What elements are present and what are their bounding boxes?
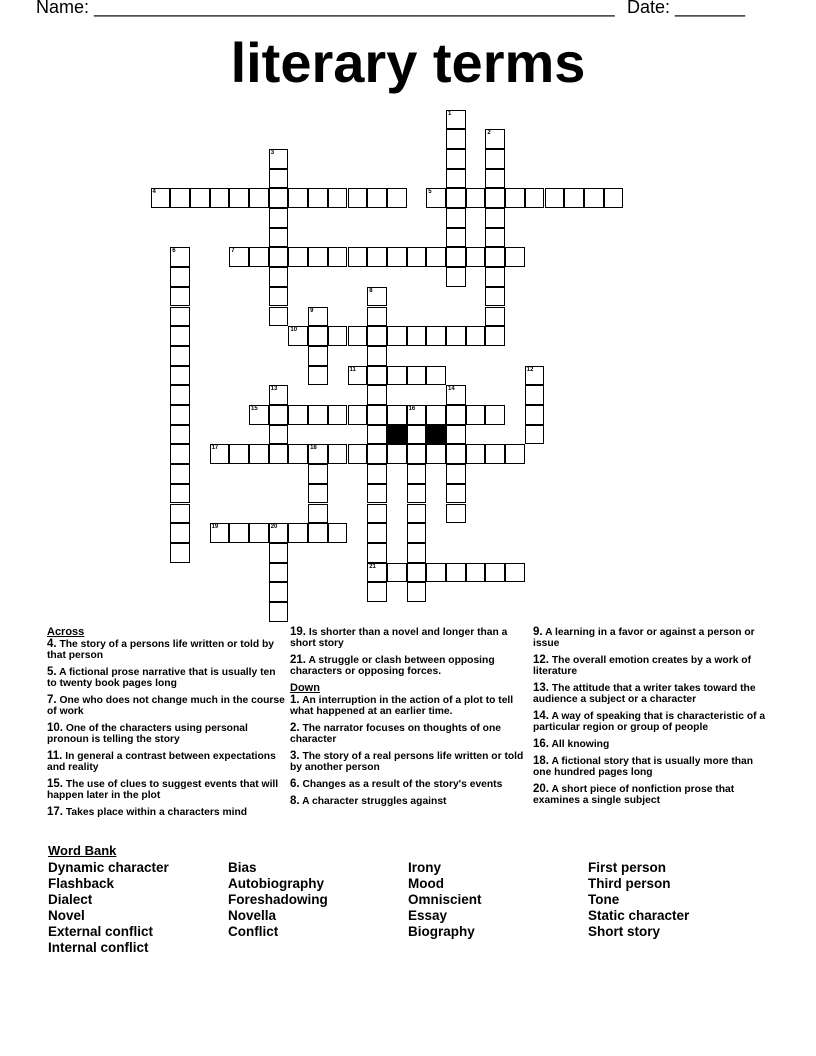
clue-number: 14 [448, 386, 455, 393]
clue-number: 5 [428, 189, 432, 196]
grid-cell[interactable] [446, 563, 466, 583]
grid-cell[interactable] [367, 582, 387, 602]
clue-number: 4 [152, 189, 156, 196]
grid-cell[interactable] [348, 188, 368, 208]
clue-text: In general a contrast between expectations and reality [47, 751, 276, 773]
section-heading: Down [290, 682, 320, 694]
clue [290, 655, 530, 677]
clues-column-1 [47, 627, 287, 824]
grid-cell[interactable] [269, 208, 289, 228]
clue-number: 14. [533, 710, 549, 722]
grid-cell[interactable] [367, 366, 387, 386]
clue-text: Changes as a result of the story's events [302, 779, 503, 790]
grid-cell[interactable] [407, 425, 427, 445]
clue-text: The story of a persons life written or told by that person [47, 639, 275, 661]
grid-cell[interactable] [170, 247, 190, 267]
grid-cell[interactable] [545, 188, 565, 208]
clue-number: 16. [533, 738, 549, 750]
grid-cell[interactable] [525, 405, 545, 425]
clue-number: 10. [47, 722, 63, 734]
grid-cell[interactable] [210, 523, 230, 543]
clue [533, 655, 773, 677]
grid-cell[interactable] [170, 188, 190, 208]
word-bank-item: Omniscient [408, 892, 482, 907]
grid-cell[interactable] [170, 385, 190, 405]
clue-number: 4. [47, 638, 57, 650]
grid-cell[interactable] [407, 504, 427, 524]
grid-cell[interactable] [604, 188, 624, 208]
word-bank-item: Biography [408, 924, 475, 939]
grid-cell[interactable] [446, 405, 466, 425]
grid-cell[interactable] [308, 307, 328, 327]
clue-number: 17. [47, 806, 63, 818]
grid-cell[interactable] [446, 464, 466, 484]
clue-text: A character struggles against [302, 796, 447, 807]
grid-cell[interactable] [407, 484, 427, 504]
grid-cell[interactable] [446, 188, 466, 208]
grid-cell[interactable] [288, 405, 308, 425]
grid-cell[interactable] [328, 247, 348, 267]
grid-cell[interactable] [249, 523, 269, 543]
grid-cell[interactable] [407, 582, 427, 602]
grid-cell[interactable] [466, 247, 486, 267]
clue [533, 784, 773, 806]
grid-cell[interactable] [387, 366, 407, 386]
grid-cell[interactable] [170, 523, 190, 543]
grid-cell[interactable] [210, 444, 230, 464]
grid-cell[interactable] [485, 563, 505, 583]
grid-cell[interactable] [367, 385, 387, 405]
clue-number: 15. [47, 778, 63, 790]
grid-cell[interactable] [308, 188, 328, 208]
grid-cell[interactable] [170, 287, 190, 307]
grid-cell[interactable] [485, 287, 505, 307]
clue-text: The attitude that a writer takes toward the audience a subject or a character [533, 683, 756, 705]
clue [533, 627, 773, 649]
clue-number: 9. [533, 626, 543, 638]
clue-number: 11 [349, 366, 356, 373]
clue [533, 756, 773, 778]
grid-cell[interactable] [328, 523, 348, 543]
word-bank-column [48, 860, 169, 956]
grid-cell[interactable] [170, 326, 190, 346]
clue [47, 779, 287, 801]
clue-number: 16 [408, 406, 416, 412]
date-field[interactable]: Date: _______ [627, 0, 746, 17]
grid-cell[interactable] [466, 188, 486, 208]
clue-text: One of the characters using personal pronoun is telling the story [47, 723, 248, 745]
clue-text: Takes place within a characters mind [65, 807, 248, 818]
grid-cell[interactable] [426, 188, 446, 208]
grid-cell[interactable] [367, 523, 387, 543]
clue [290, 723, 530, 745]
clue [47, 695, 287, 717]
grid-cell[interactable] [269, 307, 289, 327]
clue-number: 1 [448, 110, 452, 117]
grid-cell[interactable] [387, 405, 407, 425]
word-bank-item: Mood [408, 876, 444, 891]
grid-cell[interactable] [308, 346, 328, 366]
grid-cell[interactable] [367, 326, 387, 346]
grid-cell[interactable] [269, 247, 289, 267]
grid-cell[interactable] [308, 247, 328, 267]
clue [533, 739, 773, 750]
grid-cell[interactable] [308, 504, 328, 524]
grid-cell[interactable] [170, 307, 190, 327]
grid-cell[interactable] [426, 444, 446, 464]
grid-cell[interactable] [308, 523, 328, 543]
section-heading: Across [47, 626, 85, 638]
grid-cell[interactable] [348, 405, 368, 425]
grid-cell[interactable] [229, 523, 249, 543]
clue-number: 7. [47, 694, 57, 706]
clue-number: 15 [251, 406, 258, 412]
word-bank-item: Essay [408, 908, 448, 923]
grid-cell[interactable] [485, 149, 505, 169]
grid-cell[interactable] [525, 425, 545, 445]
grid-cell[interactable] [269, 523, 289, 543]
grid-cell[interactable] [269, 582, 289, 602]
grid-cell[interactable] [328, 188, 348, 208]
grid-cell[interactable] [446, 425, 466, 445]
grid-cell[interactable] [446, 385, 466, 405]
grid-cell[interactable] [564, 188, 584, 208]
grid-cell[interactable] [446, 247, 466, 267]
grid-cell[interactable] [485, 307, 505, 327]
clue-number: 20. [533, 783, 549, 795]
grid-cell[interactable] [426, 405, 446, 425]
word-bank-item: Tone [588, 892, 620, 907]
grid-cell[interactable] [446, 484, 466, 504]
clue-number: 19 [211, 524, 219, 531]
clue-number: 7 [231, 248, 235, 255]
clue-number: 3 [270, 149, 275, 156]
grid-cell[interactable] [328, 326, 348, 346]
grid-cell[interactable] [485, 444, 505, 464]
grid-cell[interactable] [426, 247, 446, 267]
clue-text: A fictional prose narrative that is usually ten to twenty book pages long [47, 667, 276, 689]
grid-cell[interactable] [407, 405, 427, 425]
grid-cell[interactable] [407, 366, 427, 386]
grid-cell[interactable] [485, 188, 505, 208]
page-title: literary terms [230, 31, 586, 94]
word-bank-item: Third person [588, 876, 671, 891]
grid-cell[interactable] [407, 444, 427, 464]
grid-cell[interactable] [446, 208, 466, 228]
grid-cell[interactable] [170, 504, 190, 524]
grid-cell[interactable] [525, 366, 545, 386]
grid-cell[interactable] [426, 563, 446, 583]
grid-cell[interactable] [269, 602, 289, 622]
clue-number: 8 [369, 287, 373, 294]
grid-cell[interactable] [485, 405, 505, 425]
clue-number: 8. [290, 795, 300, 807]
clue-number: 19. [290, 626, 306, 638]
grid-cell[interactable] [269, 169, 289, 189]
grid-cell[interactable] [308, 444, 328, 464]
grid-cell[interactable] [229, 247, 249, 267]
clue-number: 21 [369, 563, 376, 570]
grid-cell[interactable] [190, 188, 210, 208]
word-bank-item: Autobiography [228, 876, 324, 891]
grid-cell[interactable] [348, 326, 368, 346]
clue-number: 20 [270, 524, 278, 531]
clue-number: 13 [270, 386, 278, 393]
name-field[interactable]: Name: ____________________________________________________ [36, 0, 615, 17]
grid-cell[interactable] [367, 543, 387, 563]
clue-number: 3. [290, 750, 300, 762]
grid-cell[interactable] [485, 208, 505, 228]
clue [290, 796, 530, 807]
word-bank-item: Dialect [48, 892, 93, 907]
clue [47, 667, 287, 689]
clue [290, 779, 530, 790]
grid-cell[interactable] [308, 366, 328, 386]
grid-cell[interactable] [308, 464, 328, 484]
clue [47, 723, 287, 745]
clue-text: The story of a real persons life written or told by another person [290, 751, 524, 773]
grid-cell[interactable] [466, 563, 486, 583]
grid-cell[interactable] [269, 228, 289, 248]
clue [47, 751, 287, 773]
clue-number: 13. [533, 682, 549, 694]
clue-number: 5. [47, 666, 57, 678]
grid-cell[interactable] [170, 543, 190, 563]
grid-cell[interactable] [367, 307, 387, 327]
grid-cell[interactable] [249, 444, 269, 464]
clue-number: 12. [533, 654, 549, 666]
clue-number: 21. [290, 654, 306, 666]
word-bank-item: Dynamic character [48, 860, 169, 875]
grid-cell[interactable] [210, 188, 230, 208]
word-bank-item: Novella [228, 908, 277, 923]
grid-cell[interactable] [308, 326, 328, 346]
clue-number: 2 [487, 130, 491, 137]
grid-cell[interactable] [269, 149, 289, 169]
grid-cell[interactable] [367, 504, 387, 524]
grid-cell[interactable] [348, 366, 368, 386]
word-bank-column [588, 860, 689, 940]
clue-number: 2. [290, 722, 300, 734]
clue-text: A fictional story that is usually more than one hundred pages long [533, 756, 754, 778]
grid-cell[interactable] [525, 188, 545, 208]
grid-cell[interactable] [269, 444, 289, 464]
grid-cell[interactable] [288, 444, 308, 464]
grid-cell[interactable] [446, 110, 466, 130]
grid-cell[interactable] [348, 247, 368, 267]
grid-cell[interactable] [407, 523, 427, 543]
clue-text: A learning in a favor or against a person or issue [533, 627, 755, 649]
grid-cell[interactable] [328, 405, 348, 425]
grid-cell[interactable] [288, 326, 308, 346]
word-bank-item: Novel [48, 908, 85, 923]
clue [290, 695, 530, 717]
word-bank-item: Bias [228, 860, 257, 875]
grid-cell[interactable] [367, 346, 387, 366]
grid-cell[interactable] [505, 188, 525, 208]
clue [533, 711, 773, 733]
clues-column-2 [290, 627, 530, 813]
grid-cell[interactable] [229, 188, 249, 208]
grid-cell[interactable] [466, 444, 486, 464]
grid-cell[interactable] [367, 444, 387, 464]
grid-cell[interactable] [407, 247, 427, 267]
grid-cell[interactable] [485, 267, 505, 287]
word-bank-item: Short story [588, 924, 661, 939]
grid-cell[interactable] [367, 247, 387, 267]
grid-cell[interactable] [367, 563, 387, 583]
grid-cell[interactable] [308, 484, 328, 504]
clue [533, 683, 773, 705]
grid-cell[interactable] [288, 523, 308, 543]
black-cell [426, 425, 446, 445]
grid-cell[interactable] [446, 169, 466, 189]
clue-text: One who does not change much in the course of work [47, 695, 285, 717]
grid-cell[interactable] [485, 326, 505, 346]
grid-cell[interactable] [269, 267, 289, 287]
grid-cell[interactable] [367, 188, 387, 208]
grid-cell[interactable] [269, 188, 289, 208]
word-bank-item: Internal conflict [48, 940, 149, 955]
grid-cell[interactable] [446, 149, 466, 169]
clue [290, 627, 530, 649]
grid-cell[interactable] [426, 326, 446, 346]
grid-cell[interactable] [269, 543, 289, 563]
grid-cell[interactable] [367, 287, 387, 307]
grid-cell[interactable] [170, 464, 190, 484]
word-bank-column [408, 860, 482, 940]
grid-cell[interactable] [446, 444, 466, 464]
grid-cell[interactable] [485, 228, 505, 248]
grid-cell[interactable] [426, 366, 446, 386]
grid-cell[interactable] [170, 366, 190, 386]
clue-number: 12 [526, 366, 534, 373]
clue-number: 11. [47, 750, 63, 762]
grid-cell[interactable] [249, 405, 269, 425]
grid-cell[interactable] [407, 464, 427, 484]
grid-cell[interactable] [446, 504, 466, 524]
grid-cell[interactable] [151, 188, 171, 208]
word-bank-column [228, 860, 328, 940]
grid-cell[interactable] [466, 405, 486, 425]
grid-cell[interactable] [367, 425, 387, 445]
grid-cell[interactable] [269, 385, 289, 405]
grid-cell[interactable] [446, 267, 466, 287]
grid-cell[interactable] [407, 543, 427, 563]
grid-cell[interactable] [466, 326, 486, 346]
grid-cell[interactable] [505, 247, 525, 267]
grid-cell[interactable] [249, 188, 269, 208]
clue-text: A short piece of nonfiction prose that examines a single subject [533, 784, 735, 806]
grid-cell[interactable] [505, 444, 525, 464]
clue [290, 751, 530, 773]
grid-cell[interactable] [170, 346, 190, 366]
word-bank-item: Irony [408, 860, 442, 875]
grid-cell[interactable] [407, 326, 427, 346]
grid-cell[interactable] [485, 129, 505, 149]
grid-cell[interactable] [485, 169, 505, 189]
grid-cell[interactable] [505, 563, 525, 583]
grid-cell[interactable] [387, 444, 407, 464]
grid-cell[interactable] [269, 425, 289, 445]
grid-cell[interactable] [170, 405, 190, 425]
grid-cell[interactable] [229, 444, 249, 464]
grid-cell[interactable] [525, 385, 545, 405]
word-bank-item: External conflict [48, 924, 154, 939]
grid-cell[interactable] [328, 444, 348, 464]
grid-cell[interactable] [446, 326, 466, 346]
grid-cell[interactable] [446, 228, 466, 248]
grid-cell[interactable] [387, 247, 407, 267]
grid-cell[interactable] [170, 267, 190, 287]
word-bank-item: Conflict [228, 924, 279, 939]
grid-cell[interactable] [367, 464, 387, 484]
grid-cell[interactable] [485, 247, 505, 267]
grid-cell[interactable] [269, 287, 289, 307]
grid-cell[interactable] [288, 247, 308, 267]
word-bank-item: Static character [588, 908, 690, 923]
grid-cell[interactable] [348, 444, 368, 464]
black-cell [387, 425, 407, 445]
grid-cell[interactable] [446, 129, 466, 149]
clue-number: 18 [310, 445, 317, 452]
clue-number: 9 [310, 307, 314, 314]
clue-text: The narrator focuses on thoughts of one character [290, 723, 501, 745]
grid-cell[interactable] [367, 484, 387, 504]
clue-text: A struggle or clash between opposing characters or opposing forces. [290, 655, 495, 677]
clues-column-3 [533, 627, 773, 812]
clue-number: 18. [533, 755, 549, 767]
grid-cell[interactable] [407, 563, 427, 583]
grid-cell[interactable] [170, 484, 190, 504]
clue-number: 6. [290, 778, 300, 790]
grid-cell[interactable] [308, 405, 328, 425]
clue [47, 639, 287, 661]
grid-cell[interactable] [584, 188, 604, 208]
grid-cell[interactable] [387, 188, 407, 208]
word-bank-item: Flashback [48, 876, 115, 891]
clue-text: All knowing [551, 739, 610, 750]
clue-text: Is shorter than a novel and longer than a short story [290, 627, 508, 649]
grid-cell[interactable] [387, 326, 407, 346]
grid-cell[interactable] [170, 444, 190, 464]
grid-cell[interactable] [269, 563, 289, 583]
clue-text: The overall emotion creates by a work of literature [533, 655, 752, 677]
clue-text: A way of speaking that is characteristic of a particular region or group of people [533, 711, 766, 733]
word-bank-item: First person [588, 860, 667, 875]
grid-cell[interactable] [288, 188, 308, 208]
clue [47, 807, 287, 818]
word-bank-heading: Word Bank [48, 843, 117, 858]
grid-cell[interactable] [249, 247, 269, 267]
grid-cell[interactable] [387, 563, 407, 583]
grid-cell[interactable] [367, 405, 387, 425]
clue-number: 17 [211, 445, 219, 452]
clue-text: An interruption in the action of a plot to tell what happened at an earlier time. [290, 695, 514, 717]
word-bank-item: Foreshadowing [228, 892, 328, 907]
grid-cell[interactable] [269, 405, 289, 425]
clue-text: The use of clues to suggest events that will happen later in the plot [47, 779, 279, 801]
clue-number: 1. [290, 694, 300, 706]
clue-number: 10 [290, 327, 298, 334]
grid-cell[interactable] [170, 425, 190, 445]
clue-number: 6 [172, 248, 176, 255]
